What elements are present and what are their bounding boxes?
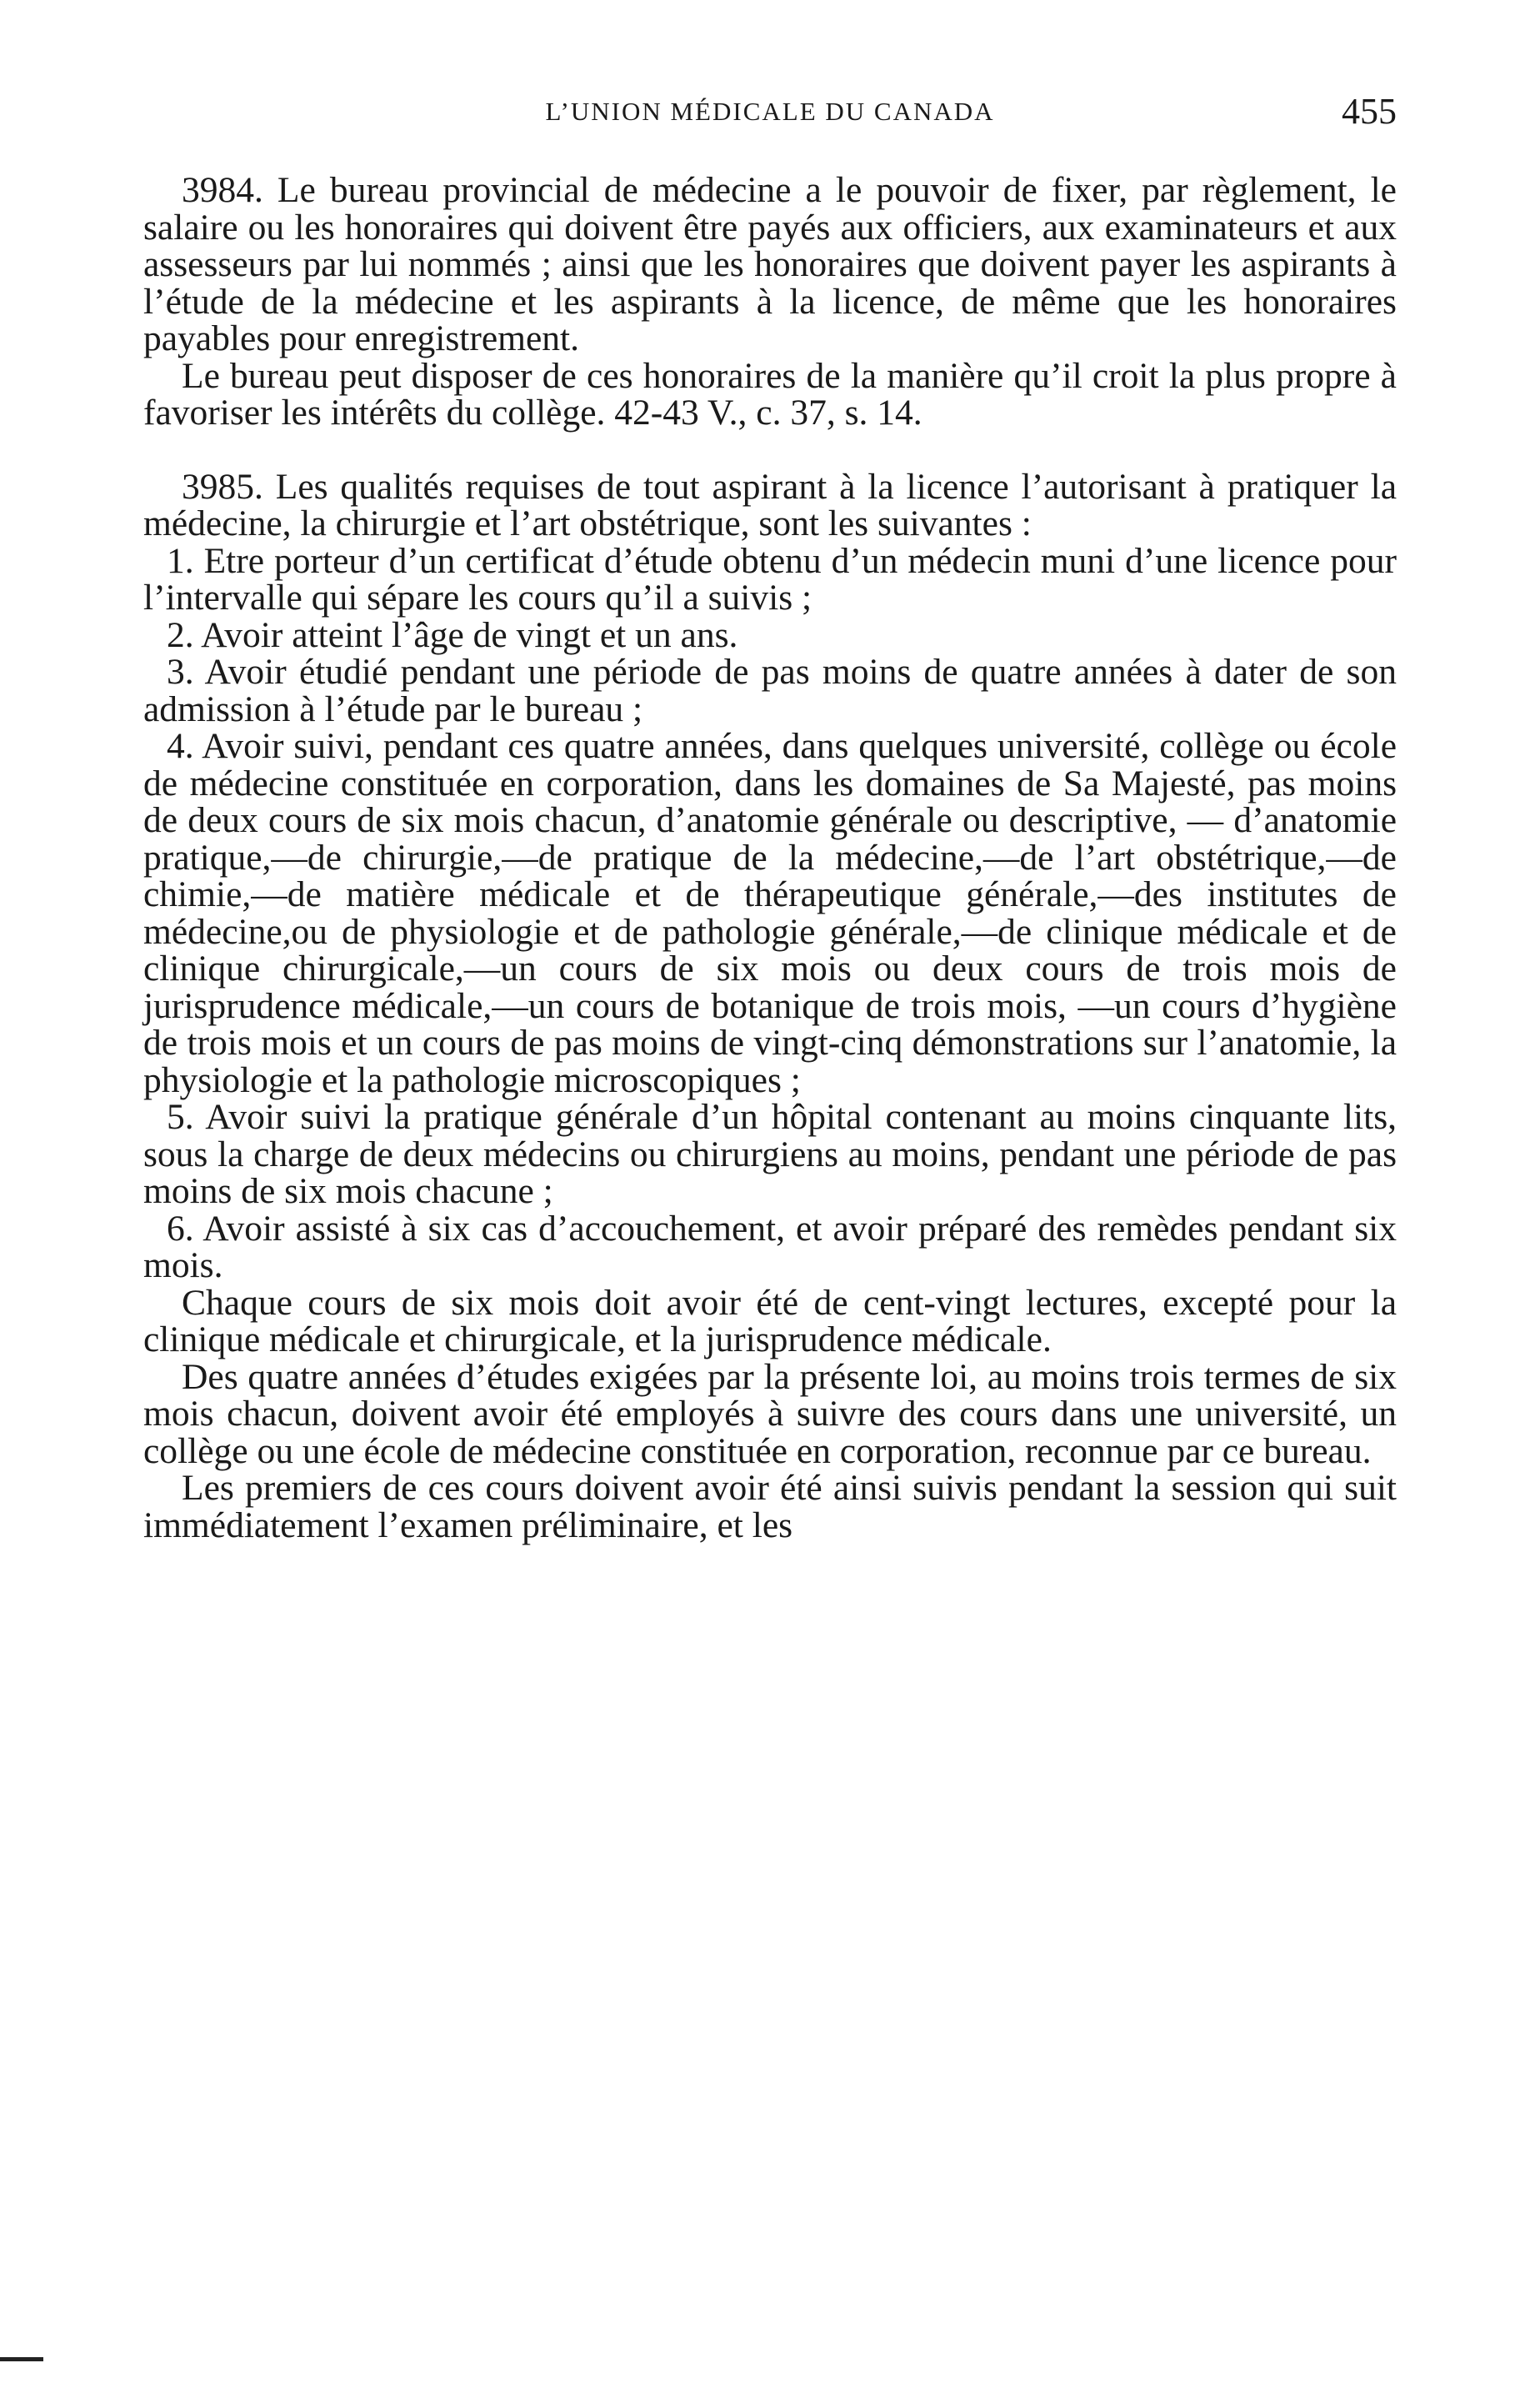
item-text: Avoir suivi la pratique générale d’un hôpital contenant au moins cinquante lits, sous la charge de deux médecins ou chirurgiens au moins, pendant une période de pas moins de six mois chacune ;: [143, 1097, 1397, 1211]
paragraph-honoraires: Le bureau peut disposer de ces honoraires de la manière qu’il croit la plus propre à favoriser les intérêts du collège. 42-43 V., c. 37, s. 14.: [143, 355, 1397, 433]
body-text: [143, 172, 1397, 1544]
list-item: [143, 1099, 1397, 1210]
item-number: 5.: [167, 1097, 194, 1137]
item-number: 6.: [167, 1208, 194, 1249]
item-number: 2.: [167, 614, 194, 655]
paragraph-premiers: Les premiers de ces cours doivent avoir été ainsi suivis pendant la session qui suit immédiatement l’examen préliminaire, et les: [143, 1468, 1397, 1545]
item-text: Avoir atteint l’âge de vingt et un ans.: [201, 614, 738, 655]
list-item: [143, 1210, 1397, 1284]
page-number: 455: [1342, 91, 1397, 132]
item-text: Avoir assisté à six cas d’accouchement, et avoir préparé des remèdes pendant six mois.: [143, 1208, 1397, 1285]
list-item: [143, 728, 1397, 1099]
page-header: [143, 90, 1397, 140]
scan-edge-mark: [0, 2357, 43, 2361]
item-number: 1.: [167, 540, 194, 581]
item-text: Avoir suivi, pendant ces quatre années, dans quelques université, collège ou école de médecine constituée en corporation, dans les domaines de Sa Majesté, pas moins de deux cours de six mois chacun, d’anatomie générale ou descriptive, — d’anatomie pratique,—de chirurgie,—de pratique de la médecine,—de l’art obstétrique,—de chimie,—de matière médicale et de thérapeutique générale,—des institutes de médecine,ou de physiologie et de pathologie générale,—de clinique médicale et de clinique chirurgicale,—un cours de six mois ou deux cours de trois mois de jurisprudence médicale,—un cours de botanique de trois mois, —un cours d’hygiène de trois mois et un cours de pas moins de vingt-cinq démonstrations sur l’anatomie, la physiologie et la pathologie microscopiques ;: [143, 726, 1397, 1100]
item-text: Avoir étudié pendant une période de pas moins de quatre années à dater de son admission à l’étude par le bureau ;: [143, 652, 1397, 729]
paragraph-annees: Des quatre années d’études exigées par la présente loi, au moins trois termes de six mois chacun, doivent avoir été employés à suivre des cours dans une université, un collège ou une école de médecine constituée en corporation, reconnue par ce bureau.: [143, 1356, 1397, 1471]
list-item: [143, 540, 1397, 618]
paragraph-cours: Chaque cours de six mois doit avoir été de cent-vingt lectures, excepté pour la clinique médicale et chirurgicale, et la jurisprudence médicale.: [143, 1282, 1397, 1359]
paragraph-3985: 3985. Les qualités requises de tout aspirant à la licence l’autorisant à pratiquer la médecine, la chirurgie et l’art obstétrique, sont les suivantes :: [143, 466, 1397, 543]
running-head: L’UNION MÉDICALE DU CANADA: [545, 97, 995, 126]
item-text: Etre porteur d’un certificat d’étude obtenu d’un médecin muni d’une licence pour l’intervalle qui sépare les cours qu’il a suivis ;: [143, 540, 1397, 618]
list-item: [143, 653, 1397, 728]
paragraph-3984: 3984. Le bureau provincial de médecine a le pouvoir de fixer, par règlement, le salaire ou les honoraires qui doivent être payés aux officiers, aux examinateurs et aux assesseurs par lui nommés ; ainsi que les honoraires que doivent payer les aspirants à l’étude de la médecine et les aspirants à la licence, de même que les honoraires payables pour enregistrement.: [143, 170, 1397, 358]
item-number: 4.: [167, 726, 194, 766]
item-number: 3.: [167, 652, 194, 692]
list-item: [143, 614, 1397, 655]
